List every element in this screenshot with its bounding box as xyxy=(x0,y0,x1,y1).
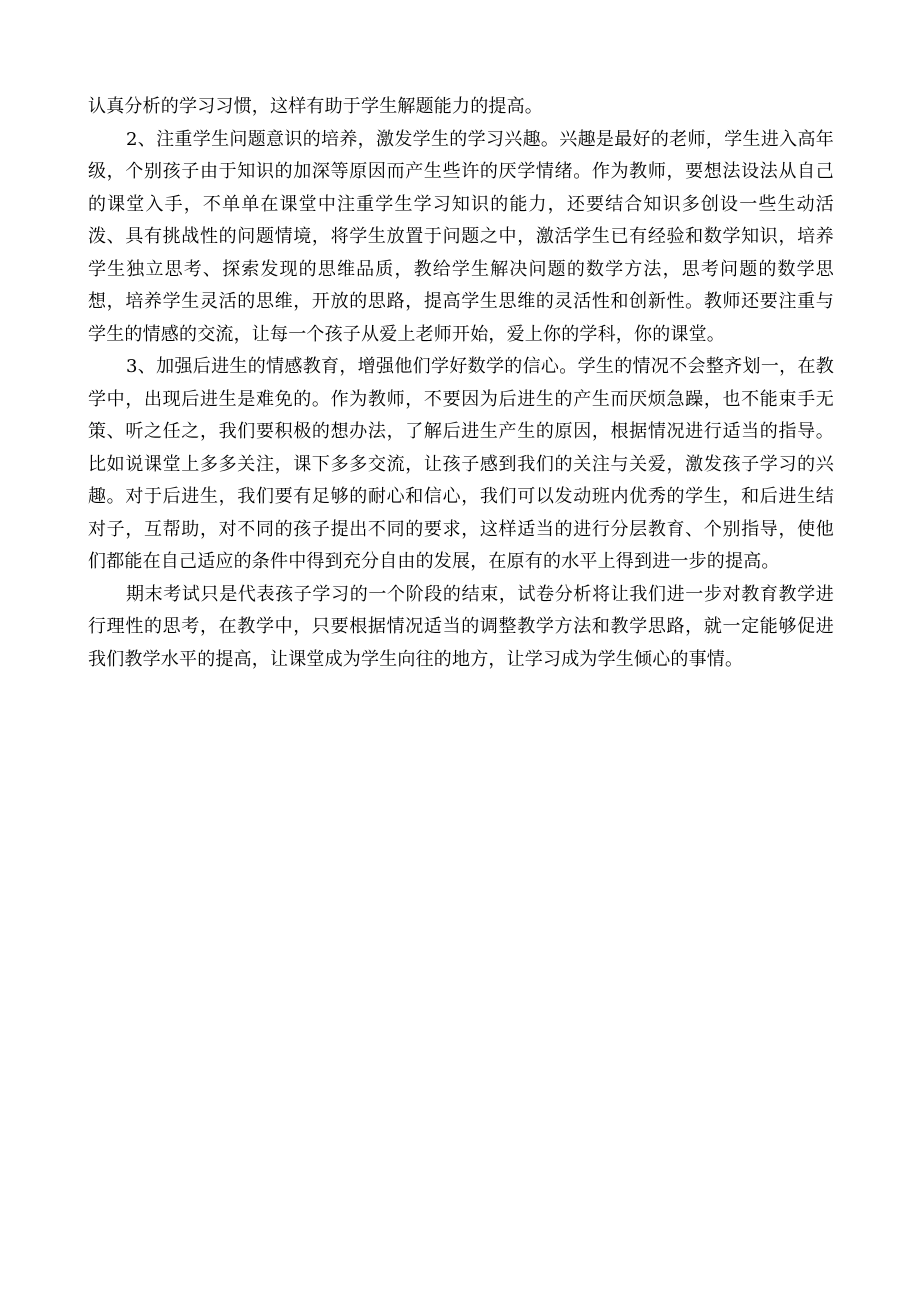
document-body xyxy=(88,91,834,676)
paragraph-point-2: 2、注重学生问题意识的培养，激发学生的学习兴趣。兴趣是最好的老师，学生进入高年级，个别孩子由于知识的加深等原因而产生些许的厌学情绪。作为教师，要想法设法从自己的课堂入手，不单单在课堂中注重学生学习知识的能力，还要结合知识多创设一些生动活泼、具有挑战性的问题情境，将学生放置于问题之中，激活学生已有经验和数学知识，培养学生独立思考、探索发现的思维品质，教给学生解决问题的数学方法，思考问题的数学思想，培养学生灵活的思维，开放的思路，提高学生思维的灵活性和创新性。教师还要注重与学生的情感的交流，让每一个孩子从爱上老师开始，爱上你的学科，你的课堂。 xyxy=(88,128,834,345)
paragraph-continuation: 认真分析的学习习惯，这样有助于学生解题能力的提高。 xyxy=(88,96,543,117)
paragraph-conclusion: 期末考试只是代表孩子学习的一个阶段的结束，试卷分析将让我们进一步对教育教学进行理性的思考，在教学中，只要根据情况适当的调整教学方法和教学思路，就一定能够促进我们教学水平的提高，让课堂成为学生向往的地方，让学习成为学生倾心的事情。 xyxy=(88,583,834,670)
paragraph-point-3: 3、加强后进生的情感教育，增强他们学好数学的信心。学生的情况不会整齐划一，在教学中，出现后进生是难免的。作为教师，不要因为后进生的产生而厌烦急躁，也不能束手无策、听之任之，我们要积极的想办法，了解后进生产生的原因，根据情况进行适当的指导。比如说课堂上多多关注，课下多多交流，让孩子感到我们的关注与关爱，激发孩子学习的兴趣。对于后进生，我们要有足够的耐心和信心，我们可以发动班内优秀的学生，和后进生结对子，互帮助，对不同的孩子提出不同的要求，这样适当的进行分层教育、个别指导，使他们都能在自己适应的条件中得到充分自由的发展，在原有的水平上得到进一步的提高。 xyxy=(88,356,834,572)
